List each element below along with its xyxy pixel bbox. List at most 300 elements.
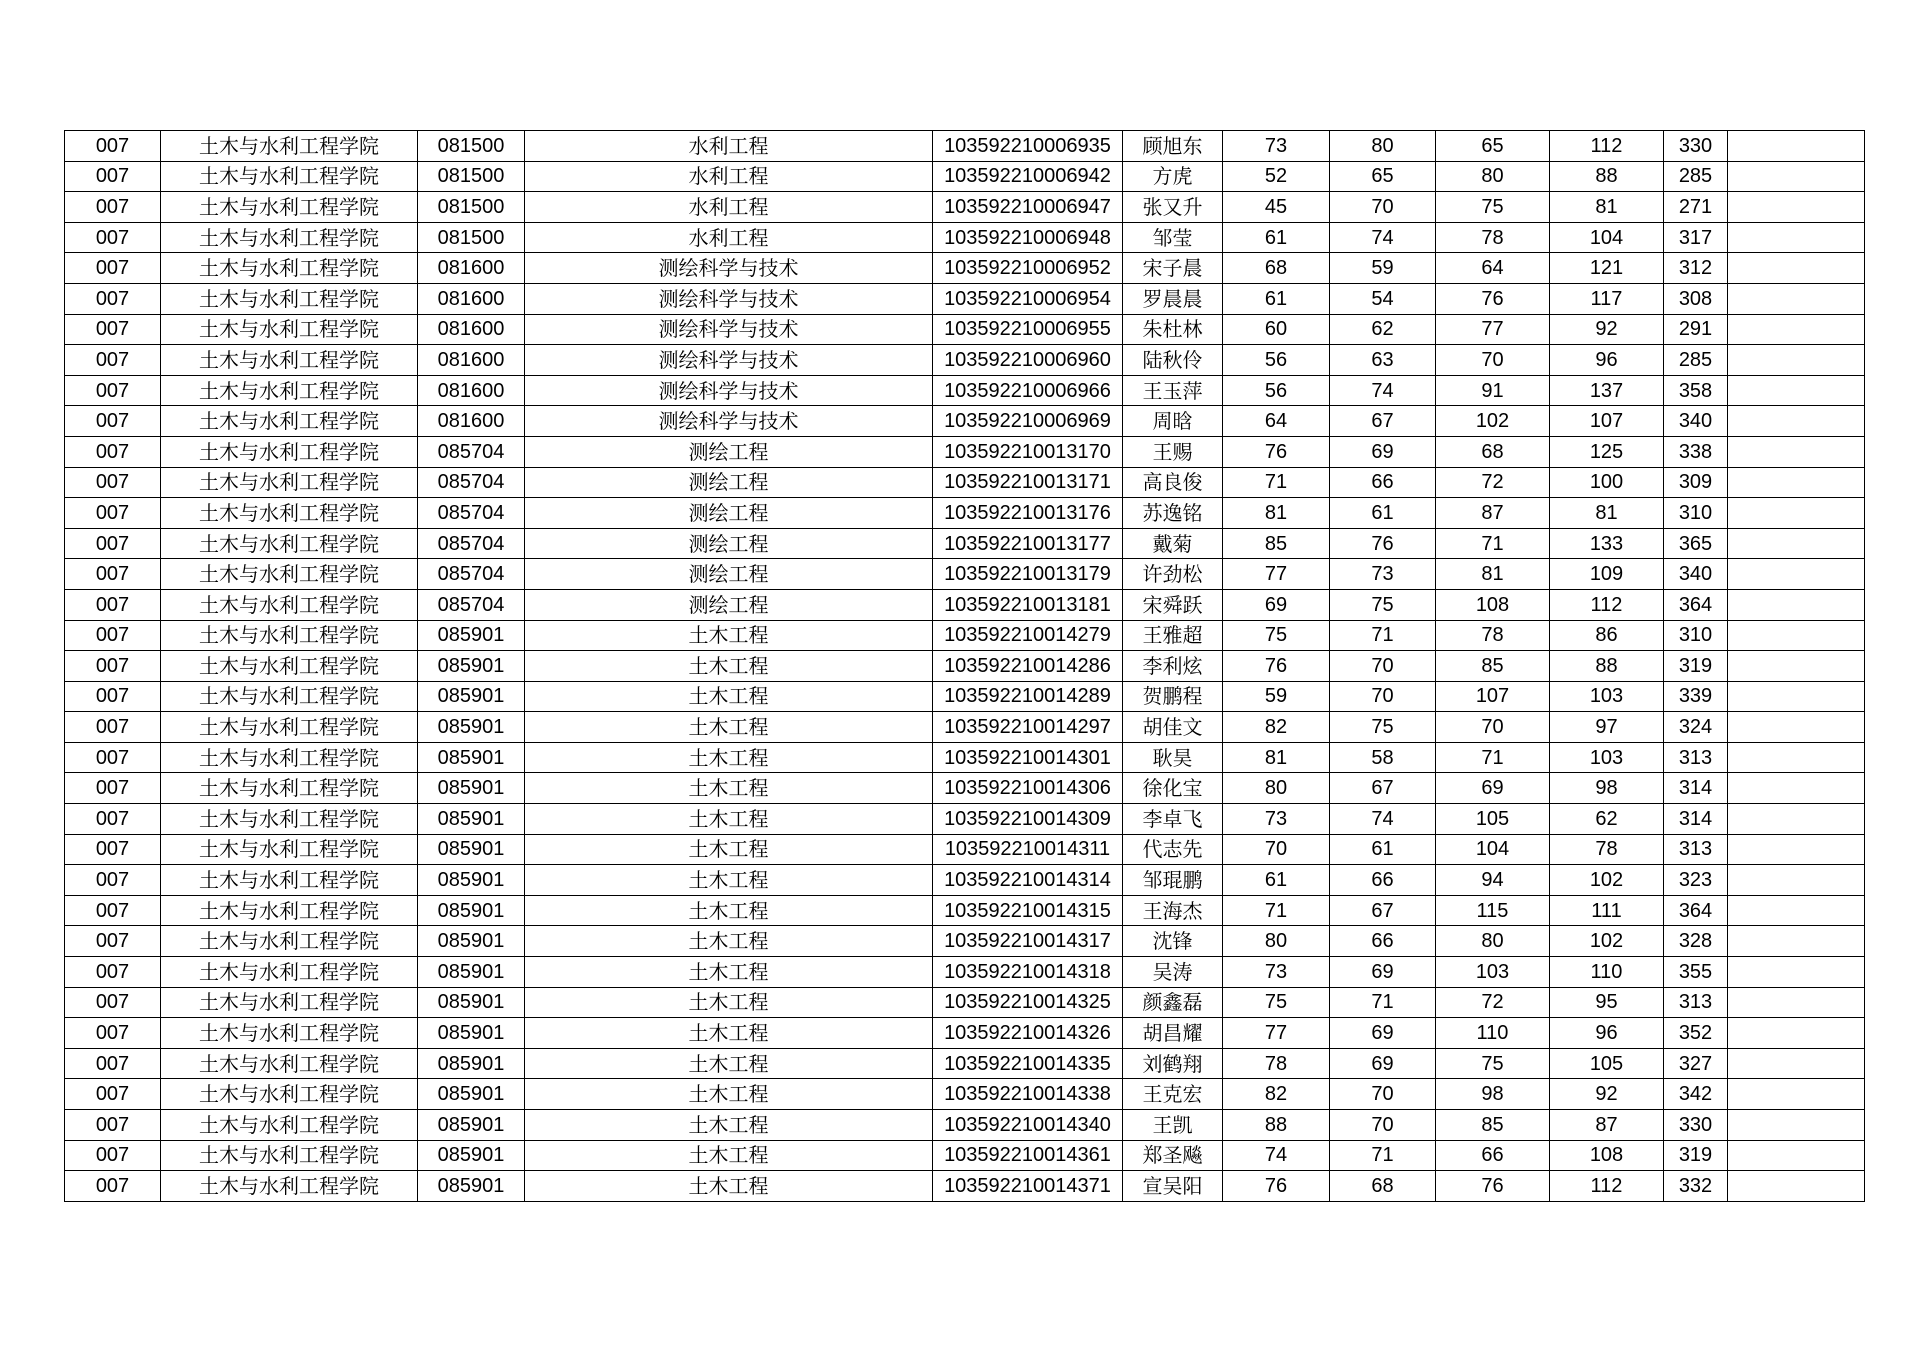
major-code-cell: 081500 bbox=[418, 222, 525, 253]
major-name-cell: 土木工程 bbox=[525, 712, 933, 743]
candidate-name-cell: 徐化宝 bbox=[1123, 773, 1223, 804]
candidate-id-cell: 103592210014361 bbox=[933, 1140, 1123, 1171]
politics-score-cell: 71 bbox=[1223, 467, 1330, 498]
table-row bbox=[65, 253, 1865, 284]
table-row bbox=[65, 1140, 1865, 1171]
foreign-language-score-cell: 71 bbox=[1330, 987, 1436, 1018]
remark-cell bbox=[1728, 957, 1865, 988]
politics-score-cell: 56 bbox=[1223, 375, 1330, 406]
college-name-cell: 土木与水利工程学院 bbox=[161, 681, 418, 712]
college-code-cell: 007 bbox=[65, 283, 161, 314]
major-name-cell: 测绘工程 bbox=[525, 589, 933, 620]
candidate-name-cell: 宣吴阳 bbox=[1123, 1171, 1223, 1202]
table-row bbox=[65, 1110, 1865, 1141]
major-code-cell: 085704 bbox=[418, 436, 525, 467]
subject2-score-cell: 110 bbox=[1550, 957, 1664, 988]
candidate-name-cell: 许劲松 bbox=[1123, 559, 1223, 590]
major-code-cell: 085901 bbox=[418, 620, 525, 651]
major-name-cell: 测绘工程 bbox=[525, 559, 933, 590]
remark-cell bbox=[1728, 834, 1865, 865]
college-code-cell: 007 bbox=[65, 957, 161, 988]
candidate-name-cell: 刘鹤翔 bbox=[1123, 1048, 1223, 1079]
major-name-cell: 土木工程 bbox=[525, 773, 933, 804]
major-name-cell: 土木工程 bbox=[525, 957, 933, 988]
subject2-score-cell: 105 bbox=[1550, 1048, 1664, 1079]
major-name-cell: 土木工程 bbox=[525, 681, 933, 712]
politics-score-cell: 61 bbox=[1223, 865, 1330, 896]
major-name-cell: 土木工程 bbox=[525, 620, 933, 651]
candidate-id-cell: 103592210013181 bbox=[933, 589, 1123, 620]
remark-cell bbox=[1728, 467, 1865, 498]
total-score-cell: 291 bbox=[1664, 314, 1728, 345]
major-name-cell: 土木工程 bbox=[525, 742, 933, 773]
college-code-cell: 007 bbox=[65, 742, 161, 773]
college-name-cell: 土木与水利工程学院 bbox=[161, 926, 418, 957]
admission-score-table bbox=[64, 130, 1865, 1202]
major-name-cell: 土木工程 bbox=[525, 1140, 933, 1171]
total-score-cell: 324 bbox=[1664, 712, 1728, 743]
candidate-name-cell: 李卓飞 bbox=[1123, 804, 1223, 835]
candidate-name-cell: 吴涛 bbox=[1123, 957, 1223, 988]
major-code-cell: 085704 bbox=[418, 589, 525, 620]
total-score-cell: 314 bbox=[1664, 804, 1728, 835]
subject1-score-cell: 104 bbox=[1436, 834, 1550, 865]
subject1-score-cell: 115 bbox=[1436, 895, 1550, 926]
major-code-cell: 085901 bbox=[418, 742, 525, 773]
candidate-id-cell: 103592210013177 bbox=[933, 528, 1123, 559]
politics-score-cell: 56 bbox=[1223, 345, 1330, 376]
politics-score-cell: 82 bbox=[1223, 1079, 1330, 1110]
major-name-cell: 土木工程 bbox=[525, 651, 933, 682]
college-name-cell: 土木与水利工程学院 bbox=[161, 498, 418, 529]
college-name-cell: 土木与水利工程学院 bbox=[161, 528, 418, 559]
foreign-language-score-cell: 58 bbox=[1330, 742, 1436, 773]
major-code-cell: 085901 bbox=[418, 987, 525, 1018]
candidate-name-cell: 贺鹏程 bbox=[1123, 681, 1223, 712]
college-code-cell: 007 bbox=[65, 834, 161, 865]
table-row bbox=[65, 498, 1865, 529]
subject2-score-cell: 133 bbox=[1550, 528, 1664, 559]
remark-cell bbox=[1728, 1140, 1865, 1171]
college-code-cell: 007 bbox=[65, 314, 161, 345]
politics-score-cell: 45 bbox=[1223, 192, 1330, 223]
remark-cell bbox=[1728, 926, 1865, 957]
subject2-score-cell: 81 bbox=[1550, 498, 1664, 529]
remark-cell bbox=[1728, 1171, 1865, 1202]
politics-score-cell: 76 bbox=[1223, 436, 1330, 467]
subject1-score-cell: 108 bbox=[1436, 589, 1550, 620]
subject2-score-cell: 96 bbox=[1550, 345, 1664, 376]
college-name-cell: 土木与水利工程学院 bbox=[161, 1171, 418, 1202]
college-name-cell: 土木与水利工程学院 bbox=[161, 651, 418, 682]
college-code-cell: 007 bbox=[65, 651, 161, 682]
candidate-id-cell: 103592210006969 bbox=[933, 406, 1123, 437]
subject1-score-cell: 102 bbox=[1436, 406, 1550, 437]
table-row bbox=[65, 528, 1865, 559]
candidate-id-cell: 103592210013170 bbox=[933, 436, 1123, 467]
college-code-cell: 007 bbox=[65, 467, 161, 498]
subject1-score-cell: 85 bbox=[1436, 651, 1550, 682]
remark-cell bbox=[1728, 1110, 1865, 1141]
total-score-cell: 330 bbox=[1664, 131, 1728, 162]
subject1-score-cell: 107 bbox=[1436, 681, 1550, 712]
foreign-language-score-cell: 69 bbox=[1330, 1018, 1436, 1049]
major-name-cell: 土木工程 bbox=[525, 1110, 933, 1141]
total-score-cell: 314 bbox=[1664, 773, 1728, 804]
college-code-cell: 007 bbox=[65, 559, 161, 590]
candidate-id-cell: 103592210006954 bbox=[933, 283, 1123, 314]
major-code-cell: 081600 bbox=[418, 406, 525, 437]
total-score-cell: 319 bbox=[1664, 651, 1728, 682]
college-code-cell: 007 bbox=[65, 712, 161, 743]
table-row bbox=[65, 161, 1865, 192]
candidate-name-cell: 王海杰 bbox=[1123, 895, 1223, 926]
subject1-score-cell: 81 bbox=[1436, 559, 1550, 590]
subject2-score-cell: 78 bbox=[1550, 834, 1664, 865]
subject2-score-cell: 111 bbox=[1550, 895, 1664, 926]
politics-score-cell: 81 bbox=[1223, 742, 1330, 773]
candidate-id-cell: 103592210014297 bbox=[933, 712, 1123, 743]
politics-score-cell: 73 bbox=[1223, 804, 1330, 835]
politics-score-cell: 75 bbox=[1223, 620, 1330, 651]
college-code-cell: 007 bbox=[65, 926, 161, 957]
subject1-score-cell: 78 bbox=[1436, 222, 1550, 253]
total-score-cell: 323 bbox=[1664, 865, 1728, 896]
foreign-language-score-cell: 61 bbox=[1330, 498, 1436, 529]
politics-score-cell: 75 bbox=[1223, 987, 1330, 1018]
politics-score-cell: 59 bbox=[1223, 681, 1330, 712]
subject2-score-cell: 95 bbox=[1550, 987, 1664, 1018]
college-name-cell: 土木与水利工程学院 bbox=[161, 131, 418, 162]
total-score-cell: 313 bbox=[1664, 742, 1728, 773]
college-code-cell: 007 bbox=[65, 1110, 161, 1141]
foreign-language-score-cell: 70 bbox=[1330, 651, 1436, 682]
college-name-cell: 土木与水利工程学院 bbox=[161, 865, 418, 896]
candidate-name-cell: 颜鑫磊 bbox=[1123, 987, 1223, 1018]
candidate-id-cell: 103592210014314 bbox=[933, 865, 1123, 896]
subject1-score-cell: 72 bbox=[1436, 467, 1550, 498]
candidate-name-cell: 张又升 bbox=[1123, 192, 1223, 223]
politics-score-cell: 60 bbox=[1223, 314, 1330, 345]
college-name-cell: 土木与水利工程学院 bbox=[161, 467, 418, 498]
subject2-score-cell: 117 bbox=[1550, 283, 1664, 314]
politics-score-cell: 76 bbox=[1223, 651, 1330, 682]
major-name-cell: 测绘科学与技术 bbox=[525, 406, 933, 437]
table-row bbox=[65, 1079, 1865, 1110]
subject2-score-cell: 112 bbox=[1550, 1171, 1664, 1202]
major-name-cell: 测绘科学与技术 bbox=[525, 375, 933, 406]
table-row bbox=[65, 620, 1865, 651]
foreign-language-score-cell: 80 bbox=[1330, 131, 1436, 162]
major-name-cell: 测绘工程 bbox=[525, 528, 933, 559]
total-score-cell: 364 bbox=[1664, 589, 1728, 620]
candidate-name-cell: 王克宏 bbox=[1123, 1079, 1223, 1110]
major-name-cell: 土木工程 bbox=[525, 1018, 933, 1049]
foreign-language-score-cell: 67 bbox=[1330, 895, 1436, 926]
remark-cell bbox=[1728, 712, 1865, 743]
politics-score-cell: 82 bbox=[1223, 712, 1330, 743]
total-score-cell: 355 bbox=[1664, 957, 1728, 988]
table-row bbox=[65, 834, 1865, 865]
foreign-language-score-cell: 68 bbox=[1330, 1171, 1436, 1202]
college-name-cell: 土木与水利工程学院 bbox=[161, 406, 418, 437]
candidate-id-cell: 103592210013179 bbox=[933, 559, 1123, 590]
remark-cell bbox=[1728, 987, 1865, 1018]
table-row bbox=[65, 742, 1865, 773]
foreign-language-score-cell: 67 bbox=[1330, 406, 1436, 437]
remark-cell bbox=[1728, 651, 1865, 682]
college-code-cell: 007 bbox=[65, 865, 161, 896]
foreign-language-score-cell: 71 bbox=[1330, 1140, 1436, 1171]
candidate-id-cell: 103592210014306 bbox=[933, 773, 1123, 804]
subject2-score-cell: 86 bbox=[1550, 620, 1664, 651]
candidate-id-cell: 103592210014318 bbox=[933, 957, 1123, 988]
college-name-cell: 土木与水利工程学院 bbox=[161, 957, 418, 988]
major-name-cell: 土木工程 bbox=[525, 987, 933, 1018]
candidate-name-cell: 郑圣飚 bbox=[1123, 1140, 1223, 1171]
subject1-score-cell: 110 bbox=[1436, 1018, 1550, 1049]
subject2-score-cell: 112 bbox=[1550, 589, 1664, 620]
score-table-body bbox=[65, 131, 1865, 1202]
major-name-cell: 土木工程 bbox=[525, 865, 933, 896]
subject2-score-cell: 108 bbox=[1550, 1140, 1664, 1171]
total-score-cell: 352 bbox=[1664, 1018, 1728, 1049]
subject1-score-cell: 69 bbox=[1436, 773, 1550, 804]
table-row bbox=[65, 192, 1865, 223]
total-score-cell: 310 bbox=[1664, 498, 1728, 529]
total-score-cell: 285 bbox=[1664, 161, 1728, 192]
subject2-score-cell: 102 bbox=[1550, 865, 1664, 896]
subject1-score-cell: 66 bbox=[1436, 1140, 1550, 1171]
table-row bbox=[65, 712, 1865, 743]
table-row bbox=[65, 1048, 1865, 1079]
politics-score-cell: 80 bbox=[1223, 773, 1330, 804]
subject1-score-cell: 85 bbox=[1436, 1110, 1550, 1141]
major-code-cell: 085901 bbox=[418, 1018, 525, 1049]
candidate-name-cell: 沈锋 bbox=[1123, 926, 1223, 957]
subject1-score-cell: 75 bbox=[1436, 192, 1550, 223]
candidate-id-cell: 103592210014371 bbox=[933, 1171, 1123, 1202]
college-name-cell: 土木与水利工程学院 bbox=[161, 375, 418, 406]
candidate-name-cell: 陆秋伶 bbox=[1123, 345, 1223, 376]
college-name-cell: 土木与水利工程学院 bbox=[161, 222, 418, 253]
major-name-cell: 测绘科学与技术 bbox=[525, 253, 933, 284]
subject1-score-cell: 98 bbox=[1436, 1079, 1550, 1110]
major-code-cell: 085901 bbox=[418, 926, 525, 957]
foreign-language-score-cell: 76 bbox=[1330, 528, 1436, 559]
remark-cell bbox=[1728, 895, 1865, 926]
subject2-score-cell: 102 bbox=[1550, 926, 1664, 957]
subject2-score-cell: 92 bbox=[1550, 1079, 1664, 1110]
total-score-cell: 317 bbox=[1664, 222, 1728, 253]
candidate-name-cell: 宋子晨 bbox=[1123, 253, 1223, 284]
candidate-id-cell: 103592210013176 bbox=[933, 498, 1123, 529]
college-code-cell: 007 bbox=[65, 253, 161, 284]
college-name-cell: 土木与水利工程学院 bbox=[161, 895, 418, 926]
college-code-cell: 007 bbox=[65, 1171, 161, 1202]
table-row bbox=[65, 283, 1865, 314]
major-code-cell: 085901 bbox=[418, 1110, 525, 1141]
candidate-id-cell: 103592210014325 bbox=[933, 987, 1123, 1018]
college-code-cell: 007 bbox=[65, 589, 161, 620]
college-name-cell: 土木与水利工程学院 bbox=[161, 804, 418, 835]
candidate-id-cell: 103592210014335 bbox=[933, 1048, 1123, 1079]
college-name-cell: 土木与水利工程学院 bbox=[161, 1110, 418, 1141]
major-code-cell: 085901 bbox=[418, 1171, 525, 1202]
politics-score-cell: 70 bbox=[1223, 834, 1330, 865]
college-name-cell: 土木与水利工程学院 bbox=[161, 1079, 418, 1110]
candidate-id-cell: 103592210006966 bbox=[933, 375, 1123, 406]
major-name-cell: 土木工程 bbox=[525, 895, 933, 926]
candidate-id-cell: 103592210013171 bbox=[933, 467, 1123, 498]
politics-score-cell: 77 bbox=[1223, 1018, 1330, 1049]
subject1-score-cell: 80 bbox=[1436, 926, 1550, 957]
college-code-cell: 007 bbox=[65, 1079, 161, 1110]
college-name-cell: 土木与水利工程学院 bbox=[161, 620, 418, 651]
remark-cell bbox=[1728, 804, 1865, 835]
candidate-id-cell: 103592210006948 bbox=[933, 222, 1123, 253]
major-name-cell: 水利工程 bbox=[525, 131, 933, 162]
subject2-score-cell: 104 bbox=[1550, 222, 1664, 253]
total-score-cell: 342 bbox=[1664, 1079, 1728, 1110]
subject1-score-cell: 65 bbox=[1436, 131, 1550, 162]
remark-cell bbox=[1728, 283, 1865, 314]
major-code-cell: 085901 bbox=[418, 773, 525, 804]
total-score-cell: 308 bbox=[1664, 283, 1728, 314]
total-score-cell: 313 bbox=[1664, 834, 1728, 865]
candidate-id-cell: 103592210014301 bbox=[933, 742, 1123, 773]
college-name-cell: 土木与水利工程学院 bbox=[161, 987, 418, 1018]
subject2-score-cell: 107 bbox=[1550, 406, 1664, 437]
subject1-score-cell: 91 bbox=[1436, 375, 1550, 406]
candidate-name-cell: 方虎 bbox=[1123, 161, 1223, 192]
candidate-id-cell: 103592210014289 bbox=[933, 681, 1123, 712]
college-code-cell: 007 bbox=[65, 528, 161, 559]
subject2-score-cell: 88 bbox=[1550, 651, 1664, 682]
candidate-name-cell: 戴菊 bbox=[1123, 528, 1223, 559]
major-code-cell: 081500 bbox=[418, 161, 525, 192]
politics-score-cell: 73 bbox=[1223, 131, 1330, 162]
foreign-language-score-cell: 73 bbox=[1330, 559, 1436, 590]
major-name-cell: 土木工程 bbox=[525, 1048, 933, 1079]
college-code-cell: 007 bbox=[65, 222, 161, 253]
candidate-name-cell: 王玉萍 bbox=[1123, 375, 1223, 406]
candidate-name-cell: 李利炫 bbox=[1123, 651, 1223, 682]
remark-cell bbox=[1728, 345, 1865, 376]
candidate-name-cell: 王凯 bbox=[1123, 1110, 1223, 1141]
total-score-cell: 364 bbox=[1664, 895, 1728, 926]
college-code-cell: 007 bbox=[65, 773, 161, 804]
candidate-id-cell: 103592210014311 bbox=[933, 834, 1123, 865]
major-code-cell: 085901 bbox=[418, 1079, 525, 1110]
college-name-cell: 土木与水利工程学院 bbox=[161, 1018, 418, 1049]
foreign-language-score-cell: 74 bbox=[1330, 375, 1436, 406]
table-row bbox=[65, 375, 1865, 406]
politics-score-cell: 85 bbox=[1223, 528, 1330, 559]
foreign-language-score-cell: 74 bbox=[1330, 804, 1436, 835]
candidate-id-cell: 103592210006955 bbox=[933, 314, 1123, 345]
college-code-cell: 007 bbox=[65, 436, 161, 467]
total-score-cell: 285 bbox=[1664, 345, 1728, 376]
foreign-language-score-cell: 71 bbox=[1330, 620, 1436, 651]
college-name-cell: 土木与水利工程学院 bbox=[161, 253, 418, 284]
subject2-score-cell: 103 bbox=[1550, 681, 1664, 712]
remark-cell bbox=[1728, 773, 1865, 804]
foreign-language-score-cell: 66 bbox=[1330, 926, 1436, 957]
subject2-score-cell: 109 bbox=[1550, 559, 1664, 590]
remark-cell bbox=[1728, 1048, 1865, 1079]
remark-cell bbox=[1728, 559, 1865, 590]
candidate-name-cell: 王雅超 bbox=[1123, 620, 1223, 651]
college-code-cell: 007 bbox=[65, 804, 161, 835]
college-code-cell: 007 bbox=[65, 192, 161, 223]
foreign-language-score-cell: 70 bbox=[1330, 681, 1436, 712]
candidate-name-cell: 顾旭东 bbox=[1123, 131, 1223, 162]
foreign-language-score-cell: 67 bbox=[1330, 773, 1436, 804]
subject1-score-cell: 70 bbox=[1436, 345, 1550, 376]
candidate-id-cell: 103592210006960 bbox=[933, 345, 1123, 376]
remark-cell bbox=[1728, 1018, 1865, 1049]
subject1-score-cell: 78 bbox=[1436, 620, 1550, 651]
remark-cell bbox=[1728, 253, 1865, 284]
major-code-cell: 085901 bbox=[418, 834, 525, 865]
total-score-cell: 310 bbox=[1664, 620, 1728, 651]
total-score-cell: 312 bbox=[1664, 253, 1728, 284]
major-name-cell: 水利工程 bbox=[525, 192, 933, 223]
college-code-cell: 007 bbox=[65, 406, 161, 437]
college-name-cell: 土木与水利工程学院 bbox=[161, 773, 418, 804]
major-name-cell: 土木工程 bbox=[525, 804, 933, 835]
candidate-name-cell: 耿昊 bbox=[1123, 742, 1223, 773]
subject2-score-cell: 125 bbox=[1550, 436, 1664, 467]
candidate-name-cell: 王赐 bbox=[1123, 436, 1223, 467]
major-code-cell: 085901 bbox=[418, 1140, 525, 1171]
major-name-cell: 测绘工程 bbox=[525, 467, 933, 498]
foreign-language-score-cell: 70 bbox=[1330, 1110, 1436, 1141]
politics-score-cell: 71 bbox=[1223, 895, 1330, 926]
politics-score-cell: 68 bbox=[1223, 253, 1330, 284]
major-name-cell: 水利工程 bbox=[525, 222, 933, 253]
major-name-cell: 土木工程 bbox=[525, 1171, 933, 1202]
candidate-name-cell: 周晗 bbox=[1123, 406, 1223, 437]
subject1-score-cell: 72 bbox=[1436, 987, 1550, 1018]
major-code-cell: 081500 bbox=[418, 192, 525, 223]
remark-cell bbox=[1728, 528, 1865, 559]
college-name-cell: 土木与水利工程学院 bbox=[161, 742, 418, 773]
total-score-cell: 332 bbox=[1664, 1171, 1728, 1202]
major-code-cell: 085901 bbox=[418, 1048, 525, 1079]
college-name-cell: 土木与水利工程学院 bbox=[161, 192, 418, 223]
subject2-score-cell: 100 bbox=[1550, 467, 1664, 498]
major-name-cell: 测绘科学与技术 bbox=[525, 314, 933, 345]
politics-score-cell: 81 bbox=[1223, 498, 1330, 529]
subject1-score-cell: 70 bbox=[1436, 712, 1550, 743]
college-name-cell: 土木与水利工程学院 bbox=[161, 345, 418, 376]
subject2-score-cell: 81 bbox=[1550, 192, 1664, 223]
subject1-score-cell: 80 bbox=[1436, 161, 1550, 192]
major-code-cell: 081600 bbox=[418, 283, 525, 314]
remark-cell bbox=[1728, 865, 1865, 896]
table-row bbox=[65, 314, 1865, 345]
remark-cell bbox=[1728, 314, 1865, 345]
politics-score-cell: 77 bbox=[1223, 559, 1330, 590]
subject2-score-cell: 62 bbox=[1550, 804, 1664, 835]
table-row bbox=[65, 651, 1865, 682]
college-code-cell: 007 bbox=[65, 1048, 161, 1079]
table-row bbox=[65, 773, 1865, 804]
remark-cell bbox=[1728, 192, 1865, 223]
remark-cell bbox=[1728, 406, 1865, 437]
